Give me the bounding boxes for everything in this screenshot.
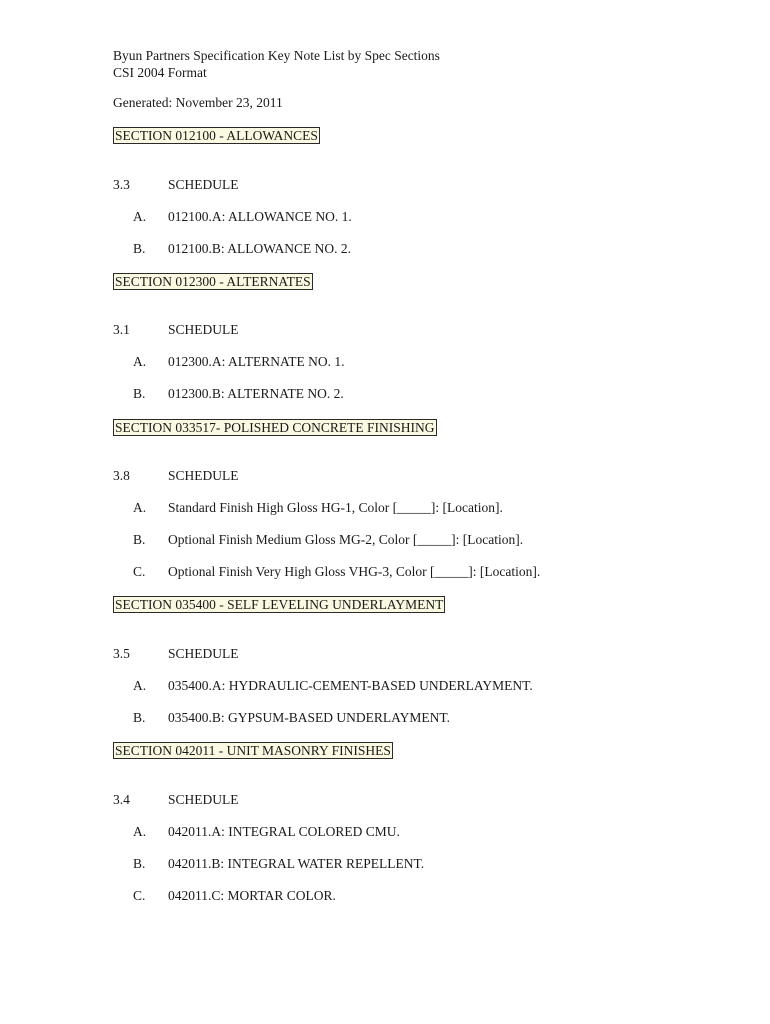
item-text: 042011.B: INTEGRAL WATER REPELLENT. [168,856,425,871]
item-letter: A. [133,824,147,839]
item-letter: B. [133,856,146,871]
item-letter: C. [133,564,146,579]
item-text: 012300.A: ALTERNATE NO. 1. [168,354,345,369]
document-title: Byun Partners Specification Key Note List by Spec Sections [113,48,440,63]
item-letter: C. [133,888,146,903]
article-title: SCHEDULE [168,468,239,483]
item-text: 012100.A: ALLOWANCE NO. 1. [168,209,352,224]
article-number: 3.4 [113,792,130,807]
document-format: CSI 2004 Format [113,65,207,80]
article-title: SCHEDULE [168,792,239,807]
item-letter: A. [133,209,147,224]
item-text: Optional Finish Very High Gloss VHG-3, Color [_____]: [Location]. [168,564,541,579]
article-title: SCHEDULE [168,177,239,192]
generated-date: Generated: November 23, 2011 [113,95,283,110]
article-title: SCHEDULE [168,646,239,661]
item-letter: B. [133,386,146,401]
article-number: 3.5 [113,646,130,661]
item-text: Optional Finish Medium Gloss MG-2, Color [_____]: [Location]. [168,532,524,547]
section-heading-012100: SECTION 012100 - ALLOWANCES [115,128,318,143]
article-number: 3.3 [113,177,130,192]
article-number: 3.1 [113,322,130,337]
item-text: 042011.A: INTEGRAL COLORED CMU. [168,824,400,839]
item-text: 035400.A: HYDRAULIC-CEMENT-BASED UNDERLAYMENT. [168,678,533,693]
item-text: 035400.B: GYPSUM-BASED UNDERLAYMENT. [168,710,451,725]
item-letter: A. [133,678,147,693]
section-heading-033517: SECTION 033517- POLISHED CONCRETE FINISHING [115,420,435,435]
article-title: SCHEDULE [168,322,239,337]
section-heading-042011: SECTION 042011 - UNIT MASONRY FINISHES [115,743,391,758]
item-letter: B. [133,710,146,725]
item-letter: A. [133,354,147,369]
item-text: Standard Finish High Gloss HG-1, Color [_____]: [Location]. [168,500,503,515]
item-text: 012100.B: ALLOWANCE NO. 2. [168,241,351,256]
item-letter: B. [133,532,146,547]
item-letter: B. [133,241,146,256]
item-letter: A. [133,500,147,515]
item-text: 042011.C: MORTAR COLOR. [168,888,336,903]
article-number: 3.8 [113,468,130,483]
item-text: 012300.B: ALTERNATE NO. 2. [168,386,344,401]
section-heading-012300: SECTION 012300 - ALTERNATES [115,274,311,289]
section-heading-035400: SECTION 035400 - SELF LEVELING UNDERLAYMENT [115,597,444,612]
